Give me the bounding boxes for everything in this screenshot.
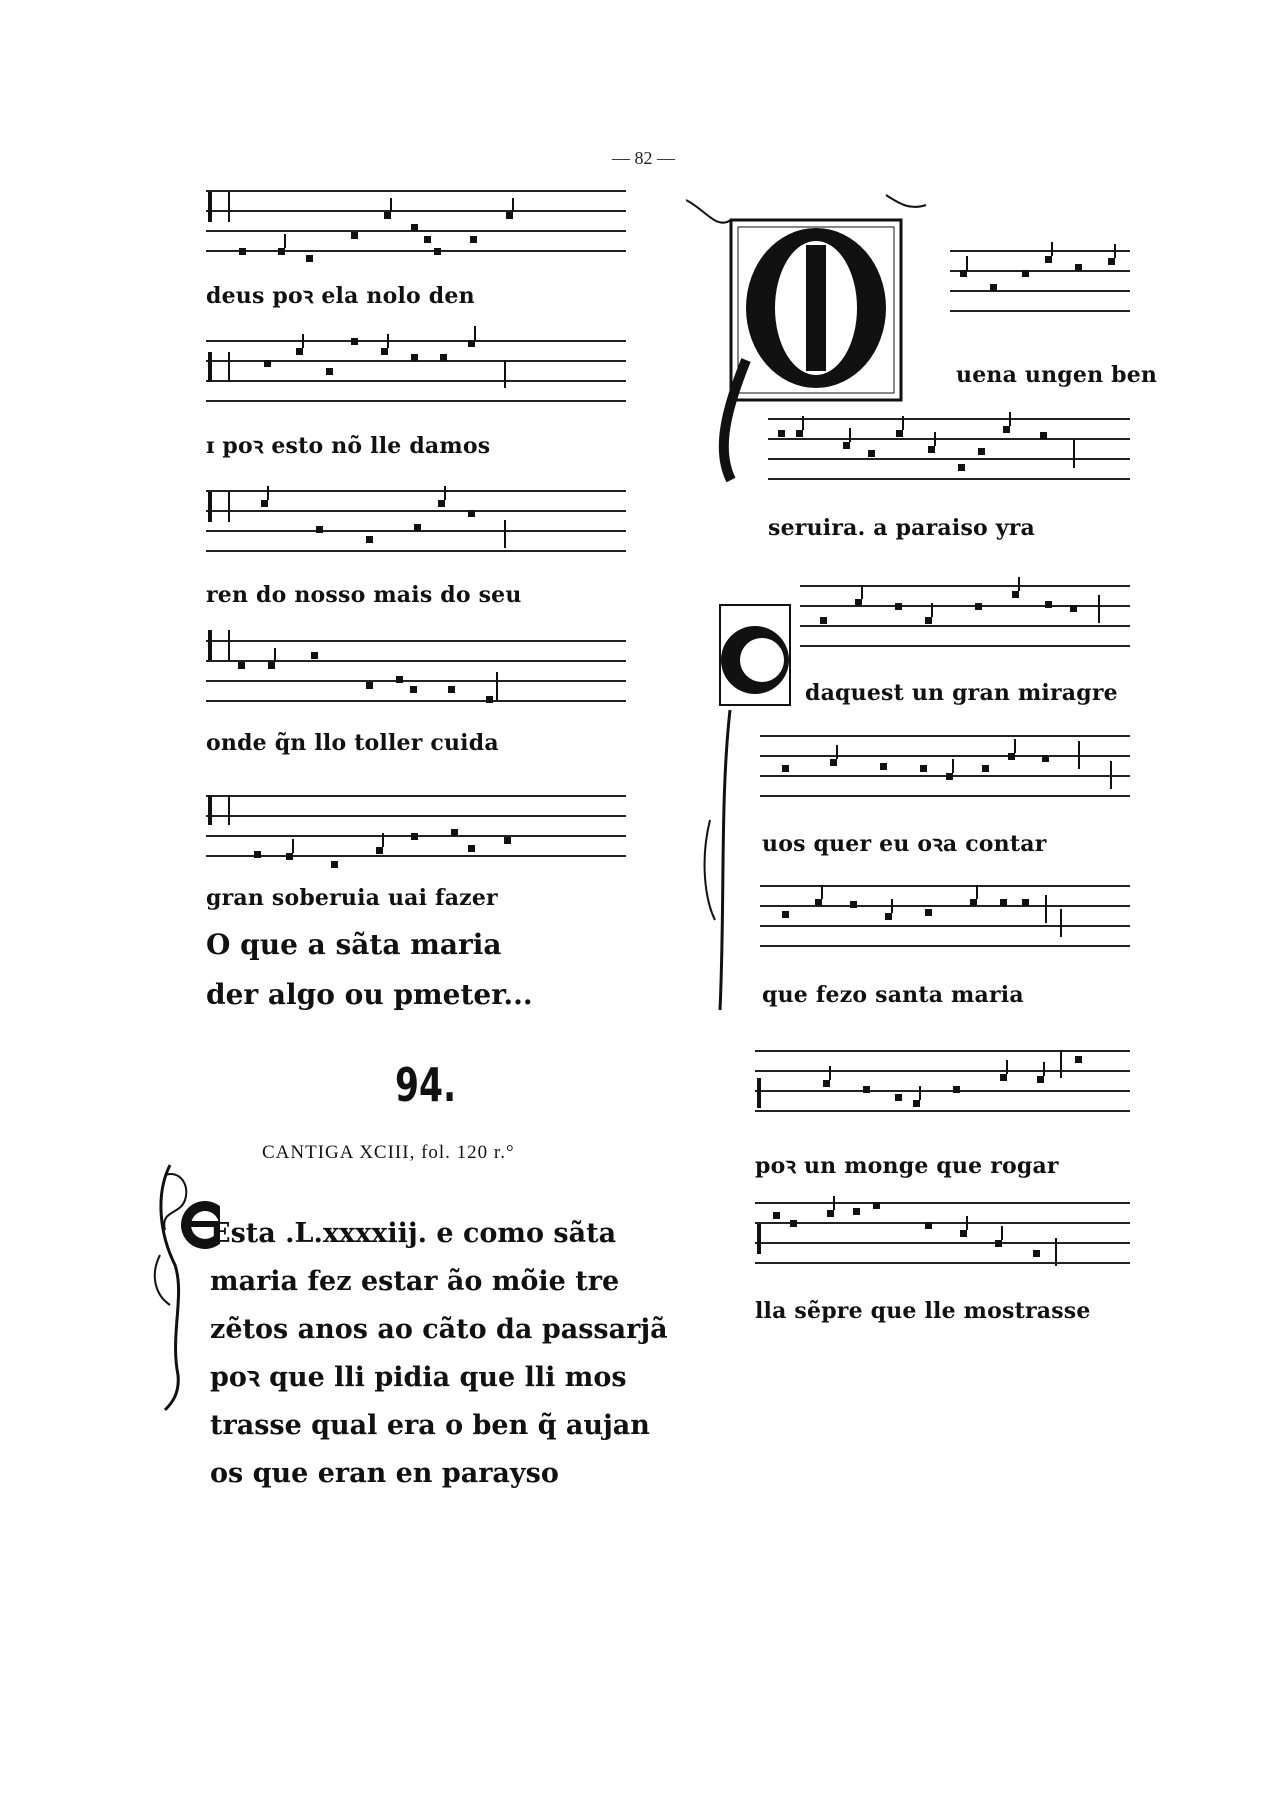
music-staff: [755, 1202, 1130, 1262]
lyric-line: lla sẽpre que lle mostrasse: [755, 1298, 1091, 1324]
music-staff: [755, 1050, 1130, 1110]
rubric-line: os que eran en parayso: [210, 1458, 559, 1489]
music-staff: [950, 250, 1130, 310]
rubric-line: poꝛ que lli pidia que lli mos: [210, 1362, 627, 1393]
illuminated-initial-c-icon: [700, 600, 810, 1020]
f-clef-icon: [208, 192, 230, 222]
f-clef-icon: [208, 492, 230, 522]
lyric-line: que fezo santa maria: [762, 982, 1024, 1008]
music-staff: [768, 418, 1130, 478]
music-staff: [206, 190, 626, 250]
music-staff: [206, 340, 626, 400]
rubric-text: [210, 1210, 670, 1498]
rubric-line: zẽtos anos ao cãto da passarjã: [210, 1314, 668, 1345]
f-clef-icon: [757, 1078, 769, 1108]
f-clef-icon: [208, 795, 230, 825]
music-staff: [760, 735, 1130, 795]
page-number: — 82 —: [612, 148, 675, 168]
lyric-line: ɪ poꝛ esto nõ lle damos: [206, 433, 491, 459]
lyric-line: seruira. a paraiso yra: [768, 515, 1035, 541]
refrain-line: O que a sãta maria: [206, 928, 502, 961]
lyric-line: poꝛ un monge que rogar: [755, 1153, 1059, 1179]
music-staff: [206, 490, 626, 550]
f-clef-icon: [757, 1224, 769, 1254]
f-clef-icon: [208, 630, 230, 660]
lyric-line: gran soberuia uai fazer: [206, 885, 498, 911]
rubric-line: maria fez estar ão mõie tre: [210, 1266, 620, 1297]
lyric-line: ren do nosso mais do seu: [206, 582, 522, 608]
refrain-line: der algo ou pmeter...: [206, 978, 533, 1011]
lyric-line: deus poꝛ ela nolo den: [206, 283, 475, 309]
music-staff: [800, 585, 1130, 645]
lyric-line: uos quer eu oꝛa contar: [762, 831, 1047, 857]
music-staff: [760, 885, 1130, 945]
lyric-line: daquest un gran miragre: [805, 680, 1118, 706]
rubric-line: Esta .L.xxxxiij. e como sãta: [210, 1218, 617, 1249]
rubric-line: trasse qual era o ben q̃ aujan: [210, 1410, 650, 1441]
f-clef-icon: [208, 352, 230, 382]
lyric-line: onde q̃n llo toller cuida: [206, 730, 499, 756]
music-staff: [206, 640, 626, 700]
cantiga-reference: CANTIGA XCIII, fol. 120 r.°: [262, 1142, 515, 1163]
music-staff: [206, 795, 626, 855]
lyric-line: uena ungen ben: [956, 362, 1158, 388]
cantiga-number: 94.: [395, 1058, 457, 1112]
